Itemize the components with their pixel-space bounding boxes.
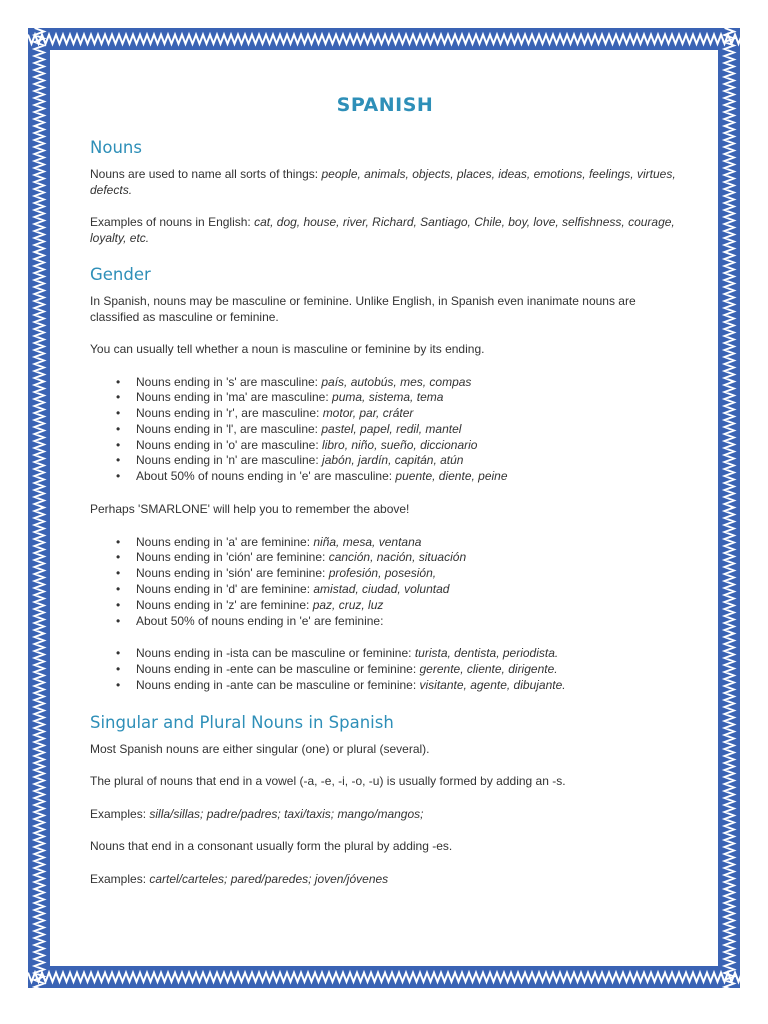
list-item: • Nouns ending in 'sión' are feminine: profesión, posesión, bbox=[116, 566, 680, 582]
plural-paragraph-1: Most Spanish nouns are either singular (one) or plural (several). bbox=[90, 741, 430, 756]
list-item: • About 50% of nouns ending in 'e' are masculine: puente, diente, peine bbox=[116, 469, 680, 485]
border-zigzag-left bbox=[28, 28, 50, 988]
section-heading-plural: Singular and Plural Nouns in Spanish bbox=[90, 712, 394, 732]
mnemonic-paragraph: Perhaps 'SMARLONE' will help you to remember the above! bbox=[90, 502, 410, 517]
list-item: • Nouns ending in 's' are masculine: país, autobús, mes, compas bbox=[116, 375, 680, 391]
plural-paragraph-consonant: Nouns that end in a consonant usually form the plural by adding -es. bbox=[90, 839, 453, 854]
list-item: • Nouns ending in 'n' are masculine: jabón, jardín, capitán, atún bbox=[116, 453, 680, 469]
section-heading-gender: Gender bbox=[90, 265, 151, 284]
feminine-endings-list bbox=[90, 535, 680, 630]
section-heading-nouns: Nouns bbox=[90, 138, 142, 157]
common-gender-endings-list bbox=[90, 646, 680, 693]
document-content bbox=[90, 90, 680, 904]
list-item: • About 50% of nouns ending in 'e' are feminine: bbox=[116, 614, 680, 630]
list-item: • Nouns ending in 'r', are masculine: motor, par, cráter bbox=[116, 406, 680, 422]
nouns-paragraph-2: Examples of nouns in English: cat, dog, house, river, Richard, Santiago, Chile, boy, love, selfishness, courage, loyalty, etc. bbox=[90, 215, 675, 245]
border-zigzag-right bbox=[718, 28, 740, 988]
list-item: • Nouns ending in -ista can be masculine or feminine: turista, dentista, periodista. bbox=[116, 646, 680, 662]
masculine-endings-list bbox=[90, 375, 680, 486]
nouns-paragraph-1: Nouns are used to name all sorts of things: people, animals, objects, places, ideas, emotions, feelings, virtues, defects. bbox=[90, 167, 676, 197]
list-item: • Nouns ending in -ante can be masculine or feminine: visitante, agente, dibujante. bbox=[116, 678, 680, 694]
page-title: SPANISH bbox=[336, 94, 434, 116]
list-item: • Nouns ending in 'z' are feminine: paz, cruz, luz bbox=[116, 598, 680, 614]
list-item: • Nouns ending in 'o' are masculine: libro, niño, sueño, diccionario bbox=[116, 438, 680, 454]
gender-paragraph-2: You can usually tell whether a noun is masculine or feminine by its ending. bbox=[90, 342, 485, 356]
plural-examples-vowel: Examples: silla/sillas; padre/padres; taxi/taxis; mango/mangos; bbox=[90, 806, 424, 821]
list-item: • Nouns ending in 'd' are feminine: amistad, ciudad, voluntad bbox=[116, 582, 680, 598]
border-zigzag-bottom bbox=[28, 966, 740, 988]
list-item: • Nouns ending in 'l', are masculine: pastel, papel, redil, mantel bbox=[116, 422, 680, 438]
plural-examples-consonant: Examples: cartel/carteles; pared/paredes; joven/jóvenes bbox=[90, 871, 389, 886]
border-zigzag-top bbox=[28, 28, 740, 50]
list-item: • Nouns ending in -ente can be masculine or feminine: gerente, cliente, dirigente. bbox=[116, 662, 680, 678]
list-item: • Nouns ending in 'a' are feminine: niña, mesa, ventana bbox=[116, 535, 680, 551]
list-item: • Nouns ending in 'ción' are feminine: canción, nación, situación bbox=[116, 550, 680, 566]
gender-paragraph-1: In Spanish, nouns may be masculine or feminine. Unlike English, in Spanish even inanimate nouns are classified as masculine or feminine. bbox=[90, 294, 636, 324]
plural-paragraph-2: The plural of nouns that end in a vowel (-a, -e, -i, -o, -u) is usually formed by adding an -s. bbox=[90, 774, 566, 789]
list-item: • Nouns ending in 'ma' are masculine: puma, sistema, tema bbox=[116, 390, 680, 406]
